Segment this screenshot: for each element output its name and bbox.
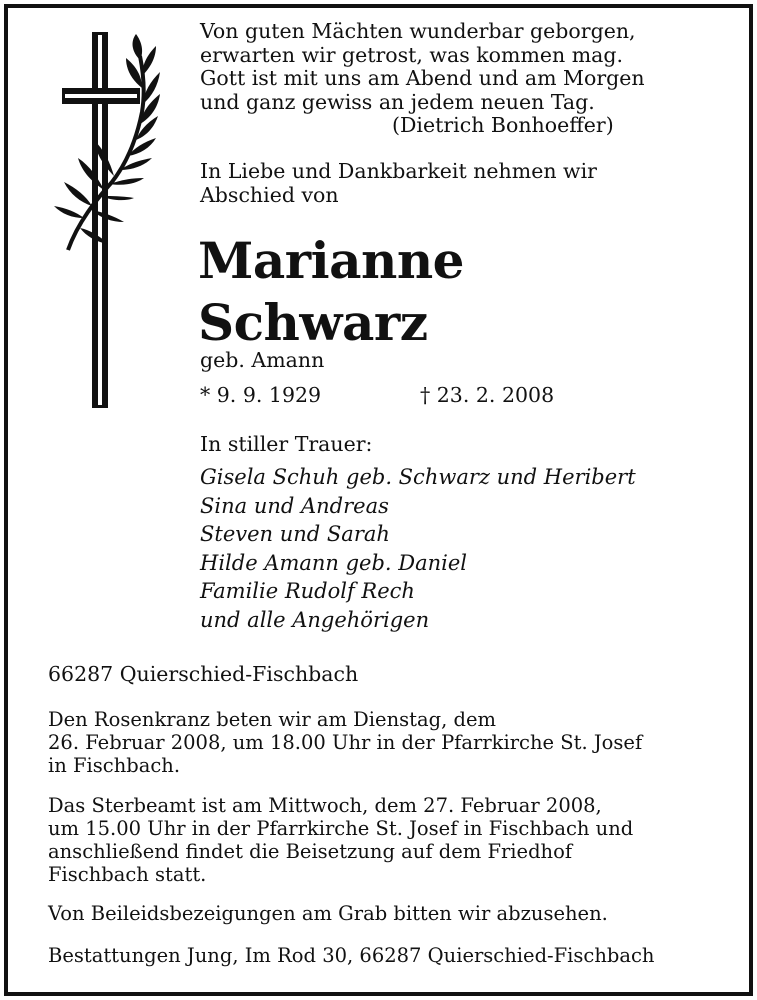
cross-with-palm-branch-icon [52,32,162,412]
requiem-line: Das Sterbeamt ist am Mittwoch, dem 27. Februar 2008, [48,794,602,817]
requiem-line: um 15.00 Uhr in der Pfarrkirche St. Josef in Fischbach und [48,817,634,840]
mourner-line: Sina und Andreas [200,493,389,518]
life-dates [200,383,555,407]
verse-attribution: (Dietrich Bonhoeffer) [392,113,614,137]
verse-line: Gott ist mit uns am Abend und am Morgen [200,66,645,90]
mourner-line: und alle Angehörigen [200,607,430,632]
mourners-list [200,463,636,634]
mourner-line: Steven und Sarah [200,522,390,546]
intro-text [200,160,597,207]
intro-line: In Liebe und Dankbarkeit nehmen wir [200,159,597,183]
verse-line: und ganz gewiss an jedem neuen Tag. [200,89,595,114]
condolence-note: Von Beileidsbezeigungen am Grab bitten wir abzusehen. [48,902,608,925]
intro-line: Abschied von [200,182,339,207]
death-date: † 23. 2. 2008 [420,383,555,407]
family-address: 66287 Quierschied-Fischbach [48,662,359,686]
verse-line: Von guten Mächten wunderbar geborgen, [200,19,636,43]
rosary-line: in Fischbach. [48,754,181,777]
birth-date: * 9. 9. 1929 [200,383,322,407]
mourner-line: Gisela Schuh geb. Schwarz und Heribert [200,465,636,489]
verse-line: erwarten wir getrost, was kommen mag. [200,42,624,67]
undertaker-info: Bestattungen Jung, Im Rod 30, 66287 Quierschied-Fischbach [48,944,655,967]
deceased-first-name: Marianne [198,231,464,290]
deceased-last-name: Schwarz [198,293,428,352]
mourner-line: Hilde Amann geb. Daniel [200,550,468,575]
mourner-line: Familie Rudolf Rech [200,579,415,603]
verse-block [200,20,645,138]
maiden-name: geb. Amann [200,348,325,372]
requiem-announcement [48,794,633,886]
rosary-announcement [48,708,642,777]
requiem-line: anschließend findet die Beisetzung auf dem Friedhof [48,840,573,863]
rosary-line: Den Rosenkranz beten wir am Dienstag, dem [48,708,497,731]
requiem-line: Fischbach statt. [48,863,207,886]
obituary-notice [4,4,753,996]
rosary-line: 26. Februar 2008, um 18.00 Uhr in der Pfarrkirche St. Josef [48,731,643,754]
deceased-name [198,230,464,354]
mourning-heading: In stiller Trauer: [200,432,373,456]
